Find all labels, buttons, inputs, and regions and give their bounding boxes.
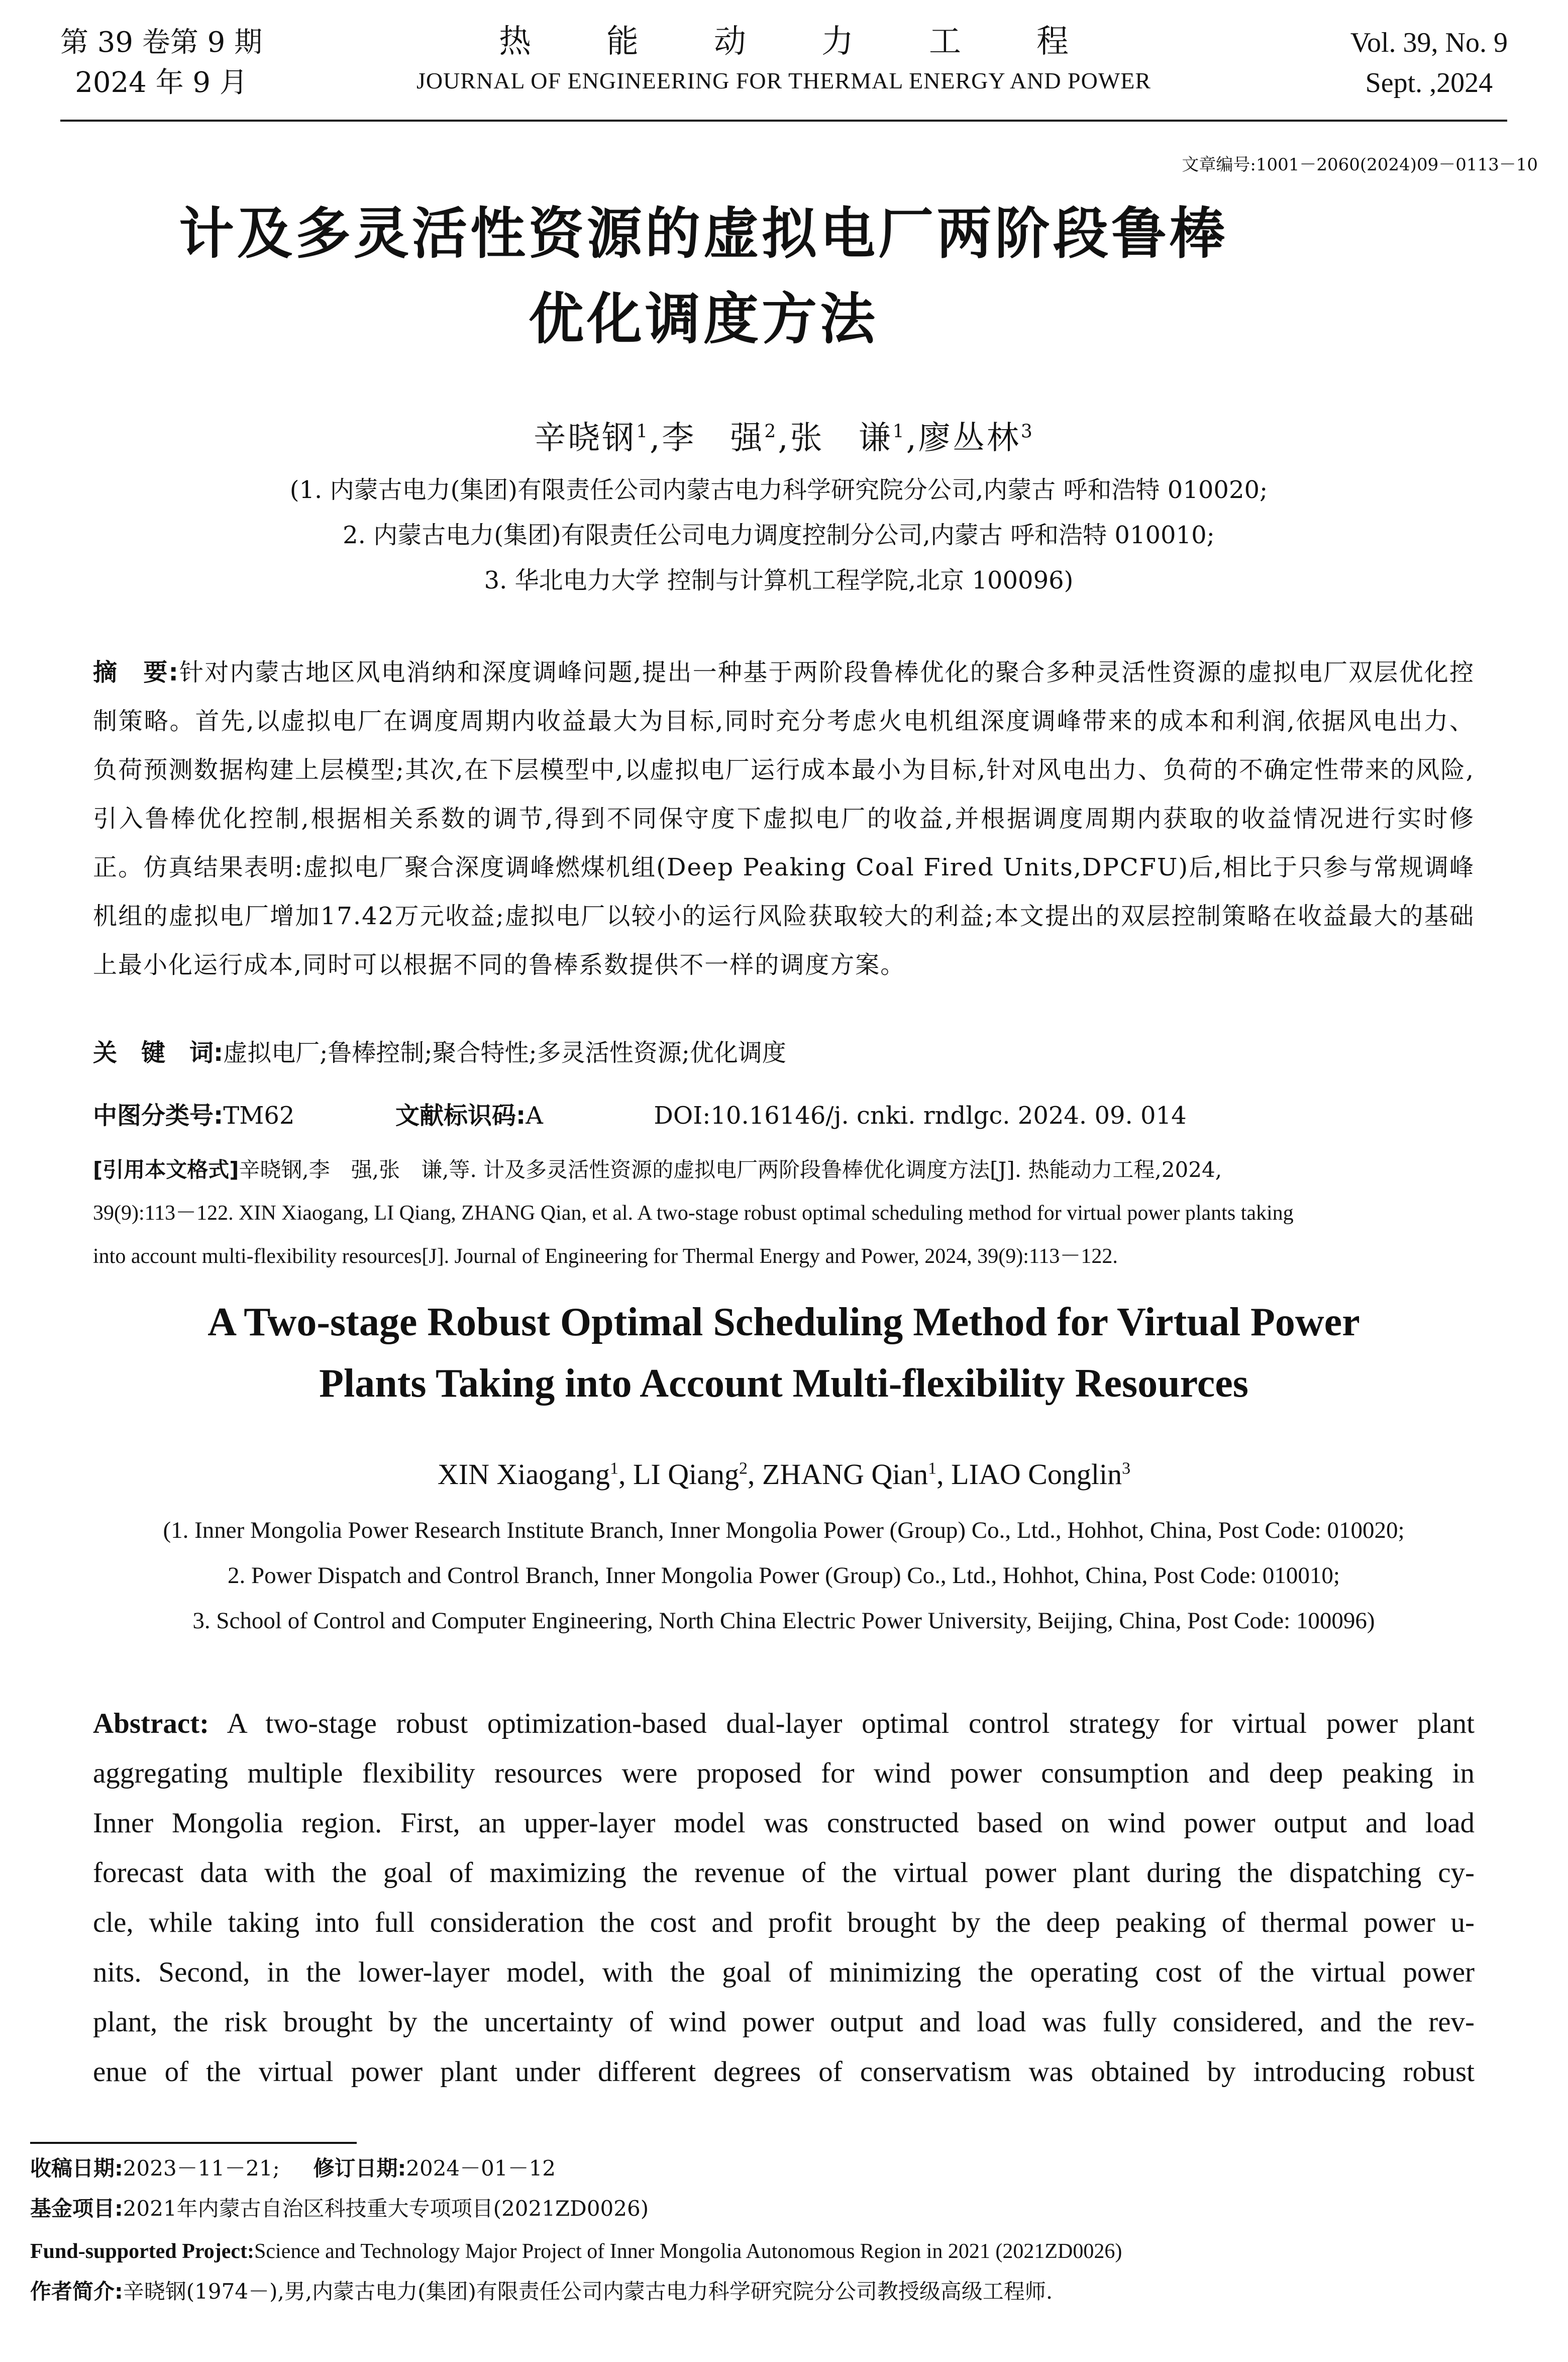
affiliation-line: 3. 华北电力大学 控制与计算机工程学院,北京 100096) [484,566,1074,595]
title-cn-line: 计及多灵活性资源的虚拟电厂两阶段鲁棒 [179,202,1228,266]
issue-info [60,23,262,103]
author-name: XIN Xiaogang [437,1458,610,1491]
doi: DOI:10.16146/j. cnki. rndlgc. 2024. 09. 014 [654,1102,1187,1130]
abstract-cn [93,648,1475,990]
author-sup: 2 [764,421,778,442]
author-name: 廖丛林 [918,420,1021,457]
paper-title-en [75,1292,1492,1414]
journal-title-cn: 热能动力工程 [499,23,1144,60]
header-rule [60,120,1507,122]
author-sep: , [936,1458,952,1491]
clc-value: TM62 [223,1102,295,1130]
author-sup: 1 [928,1459,937,1478]
citation-line: into account multi-flexibility resources[J]. Journal of Engineering for Thermal Energy and Power, 2024, 39(9):113－122. [93,1245,1118,1268]
author-sup: 1 [609,1459,618,1478]
author-bio-value: 辛晓钢(1974－),男,内蒙古电力(集团)有限责任公司内蒙古电力科学研究院分公司教授级高级工程师. [123,2279,1053,2304]
authors-cn [0,412,1568,458]
received-label: 收稿日期: [30,2156,123,2181]
author-bio-label: 作者简介: [30,2279,123,2304]
abstract-en-text: A two-stage robust optimization-based dual-layer optimal control strategy for virtual power plant [227,1708,1475,1739]
author-bio [30,2277,1537,2307]
fund-en-label: Fund-supported Project: [30,2240,255,2263]
title-en-line: A Two-stage Robust Optimal Scheduling Method for Virtual Power [207,1300,1360,1344]
author-name: LI Qiang [633,1458,739,1491]
author-name: LIAO Conglin [951,1458,1122,1491]
author-name: 张 谦 [790,420,893,457]
date-cn: 2024 年 9 月 [75,66,248,99]
author-sup: 1 [892,421,906,442]
article-number: 文章编号:1001－2060(2024)09－0113－10 [1182,155,1538,175]
abstract-cn-text: 针对内蒙古地区风电消纳和深度调峰问题,提出一种基于两阶段鲁棒优化的聚合多种灵活性资源的虚拟电厂双层优化控制策略。首先,以虚拟电厂在调度周期内收益最大为目标,同时充分考虑火电机组深度调峰带来的成本和利润,依据风电出力、负荷预测数据构建上层模型;其次,在下层模型中,以虚拟电厂运行成本最小为目标,针对风电出力、负荷的不确定性带来的风险,引入鲁棒优化控制,根据相关系数的调节,得到不同保守度下虚拟电厂的收益,并根据调度周期内获取的收益情况进行实时修正。仿真结果表明:虚拟电厂聚合深度调峰燃煤机组(Deep Peaking Coal Fired Units,DPCFU)后,相比于只参与常规调峰机组的虚拟电厂增加17.42万元收益;虚拟电厂以较小的运行风险获取较大的利益;本文提出的双层控制策略在收益最大的基础上最小化运行成本,同时可以根据不同的鲁棒系数提供不一样的调度方案。 [93,658,1475,979]
keywords-cn-text: 虚拟电厂;鲁棒控制;聚合特性;多灵活性资源;优化调度 [223,1039,786,1067]
issue-info-en [1350,23,1508,103]
fund-cn-label: 基金项目: [30,2196,123,2221]
received-dates [30,2153,1537,2184]
classification-line [93,1093,1475,1138]
fund-en [30,2236,1537,2267]
date-en: Sept. ,2024 [1365,67,1493,99]
paper-title-cn [100,191,1306,362]
revised-value: 2024－01－12 [406,2156,556,2181]
author-sep: , [778,420,790,457]
volume-issue-cn: 第 39 卷第 9 期 [60,26,263,59]
journal-masthead [352,20,1216,99]
received-value: 2023－11－21; [123,2156,280,2181]
author-sep: , [650,420,662,457]
abstract-en-line: nits. Second, in the lower-layer model, with the goal of minimizing the operating cost of the virtual power [93,1956,1475,1988]
citation-label: [引用本文格式] [93,1157,239,1182]
abstract-cn-label: 摘 要: [93,658,179,686]
fund-en-value: Science and Technology Major Project of Inner Mongolia Autonomous Region in 2021 (2021ZD0026) [254,2240,1122,2263]
author-sup: 2 [739,1459,748,1478]
citation-line: 辛晓钢,李 强,张 谦,等. 计及多灵活性资源的虚拟电厂两阶段鲁棒优化调度方法[J]. 热能动力工程,2024, [239,1157,1222,1182]
author-name: 辛晓钢 [534,420,637,457]
author-name: 李 强 [662,420,765,457]
abstract-en-line: plant, the risk brought by the uncertainty of wind power output and load was fully considered, and the rev- [93,2006,1475,2038]
keywords-cn-label: 关 键 词: [93,1039,224,1067]
affiliations-cn [100,467,1457,603]
citation-line: 39(9):113－122. XIN Xiaogang, LI Qiang, ZHANG Qian, et al. A two-stage robust optimal scheduling method for virtual power plants taking [93,1202,1294,1225]
fund-cn-value: 2021年内蒙古自治区科技重大专项项目(2021ZD0026) [123,2196,649,2221]
doc-code-value: A [526,1102,543,1130]
keywords-cn [93,1030,1475,1075]
author-sep: , [747,1458,762,1491]
title-cn-line: 优化调度方法 [529,287,878,351]
abstract-en-line: aggregating multiple flexibility resources were proposed for wind power consumption and deep peaking in [93,1757,1475,1789]
abstract-en-line: forecast data with the goal of maximizing the revenue of the virtual power plant during the dispatching cy- [93,1857,1475,1889]
revised-label: 修订日期: [313,2156,406,2181]
abstract-en-line [93,1699,1475,1748]
clc-label: 中图分类号: [93,1102,224,1130]
abstract-en-line: cle, while taking into full consideration the cost and profit brought by the deep peaking of thermal power u- [93,1907,1475,1938]
affiliation-line: (1. Inner Mongolia Power Research Institute Branch, Inner Mongolia Power (Group) Co., Ltd., Hohhot, China, Post Code: 010020; [163,1517,1405,1543]
affiliation-line: 3. School of Control and Computer Engineering, North China Electric Power University, Beijing, China, Post Code: 100096) [192,1608,1375,1634]
affiliation-line: 2. 内蒙古电力(集团)有限责任公司电力调度控制分公司,内蒙古 呼和浩特 010010; [343,521,1215,549]
authors-en [0,1457,1568,1491]
affiliation-line: (1. 内蒙古电力(集团)有限责任公司内蒙古电力科学研究院分公司,内蒙古 呼和浩特 010020; [289,476,1268,504]
abstract-en [93,1699,1475,2097]
author-sep: , [618,1458,633,1491]
volume-issue-en: Vol. 39, No. 9 [1350,27,1508,58]
abstract-en-line: Inner Mongolia region. First, an upper-layer model was constructed based on wind power output and load [93,1807,1475,1839]
author-sep: , [906,420,918,457]
abstract-en-label: Abstract: [93,1708,210,1739]
affiliation-line: 2. Power Dispatch and Control Branch, Inner Mongolia Power (Group) Co., Ltd., Hohhot, China, Post Code: 010010; [228,1562,1340,1589]
doc-code-label: 文献标识码: [395,1102,526,1130]
author-sup: 3 [1122,1459,1131,1478]
fund-cn [30,2194,1537,2224]
abstract-en-line: enue of the virtual power plant under different degrees of conservatism was obtained by introducing robust [93,2056,1475,2088]
citation-format [93,1148,1490,1278]
affiliations-en [15,1508,1552,1643]
footnote-rule [30,2142,357,2144]
author-name: ZHANG Qian [762,1458,928,1491]
title-en-line: Plants Taking into Account Multi-flexibility Resources [319,1361,1248,1406]
journal-title-en: JOURNAL OF ENGINEERING FOR THERMAL ENERGY AND POWER [416,68,1152,93]
author-sup: 3 [1020,421,1034,442]
author-sup: 1 [636,421,650,442]
